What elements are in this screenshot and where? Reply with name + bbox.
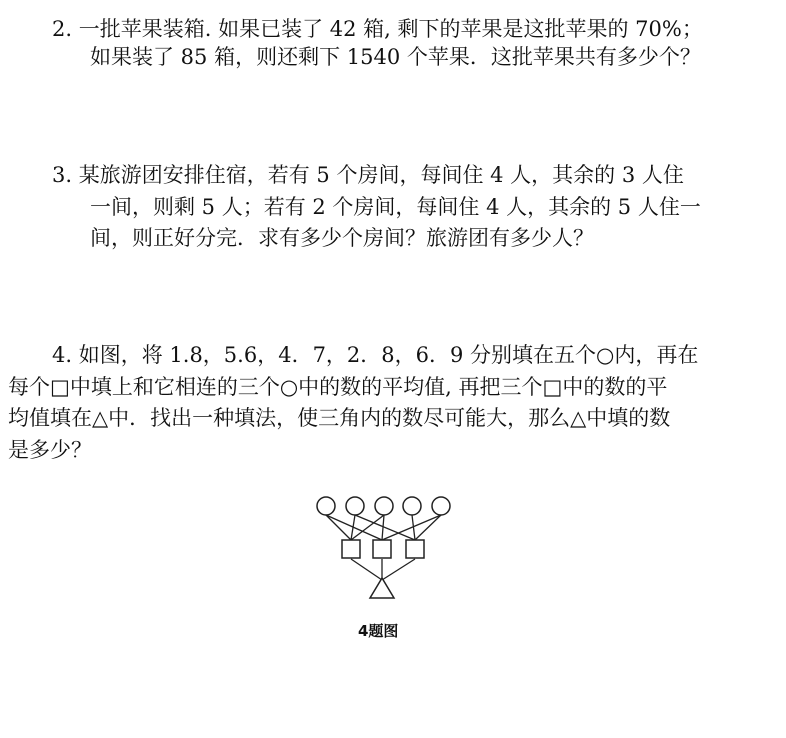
problem-3-line-3: 间，则正好分完．求有多少个房间？旅游团有多少人？ (90, 226, 594, 250)
problem-4-line-4: 是多少？ (8, 438, 92, 462)
diagram-circle (346, 497, 364, 515)
diagram-edge (415, 515, 441, 540)
problem-4-line-1 (52, 340, 698, 370)
problem-3-number: 3. (52, 163, 73, 187)
diagram-circle (375, 497, 393, 515)
diagram-edge (382, 559, 415, 580)
diagram-edge (382, 515, 441, 540)
diagram-edge (351, 515, 384, 540)
problem-2-number: 2. (52, 17, 73, 41)
diagram-circle (317, 497, 335, 515)
problem-2-line-1 (52, 14, 703, 44)
problem-4-line-3: 均值填在△中．找出一种填法，使三角内的数尽可能大，那么△中填的数 (8, 406, 671, 430)
problem-4-number: 4. (52, 343, 73, 367)
problem-2-text-1: 一批苹果装箱. 如果已装了 42 箱, 剩下的苹果是这批苹果的 70%； (78, 17, 703, 41)
problem-3-line-2: 一间，则剩 5 人；若有 2 个房间，每间住 4 人，其余的 5 人住一 (90, 195, 701, 219)
diagram-square (342, 540, 360, 558)
figure-caption: 4题图 (358, 622, 399, 640)
problem-4-diagram (300, 485, 470, 605)
diagram-edge (351, 559, 382, 580)
diagram-square (373, 540, 391, 558)
diagram-edge (355, 515, 415, 540)
diagram-triangle (370, 578, 394, 598)
diagram-edge (326, 515, 351, 540)
diagram-circle (403, 497, 421, 515)
problem-3-text-1: 某旅游团安排住宿，若有 5 个房间，每间住 4 人，其余的 3 人住 (78, 163, 684, 187)
problem-4-line-2: 每个□中填上和它相连的三个○中的数的平均值, 再把三个□中的数的平 (8, 375, 668, 399)
problem-3-line-1 (52, 160, 684, 190)
problem-2-line-2: 如果装了 85 箱，则还剩下 1540 个苹果．这批苹果共有多少个？ (90, 45, 701, 69)
diagram-square (406, 540, 424, 558)
problem-4-text-1: 如图，将 1.8，5.6，4．7，2．8，6．9 分别填在五个○内，再在 (78, 343, 699, 367)
diagram-circle (432, 497, 450, 515)
